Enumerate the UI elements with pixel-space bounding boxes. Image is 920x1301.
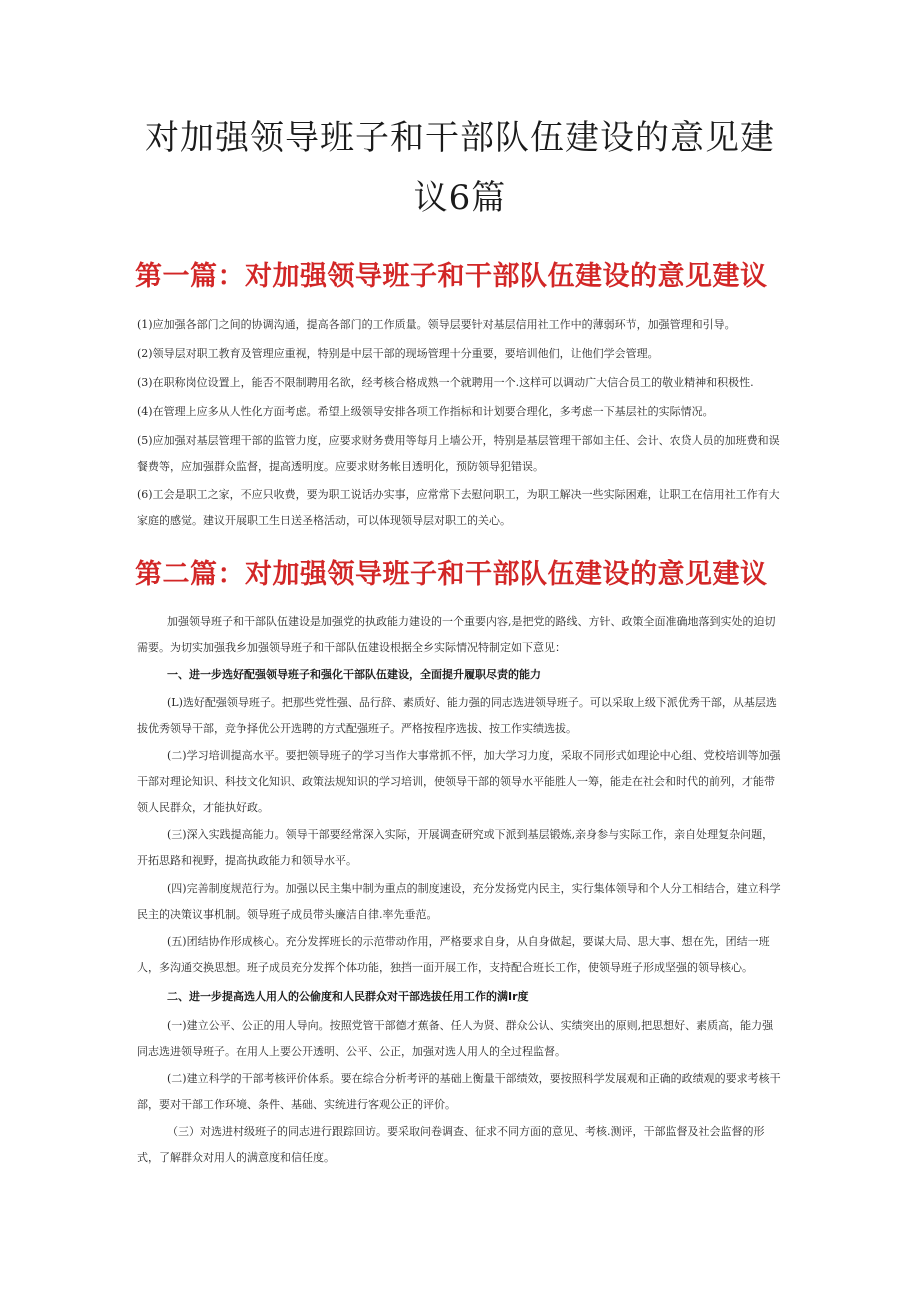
section2-part2-item-2: (二)建立科学的干部考核评价体系。要在综合分析考评的基础上衡量干部绩效，要按照科学发展观和正确的政绩观的要求考核干部，要对干部工作环境、条件、基础、实统进行客观公正的评价。 — [137, 1072, 781, 1111]
section2-part1-item-4: (四)完善制度规范行为。加强以民主集中制为重点的制度速设，充分发扬党内民主，实行集体领导和个人分工相结合，建立科学民主的决策议事机制。领导班子成员带头廉洁自律.率先垂范。 — [137, 882, 781, 921]
document-title-line1: 对加强领导班子和干部队伍建设的意见建 — [145, 118, 775, 158]
section2-part1-item-1: (L)选好配强领导班子。把那些党性强、品行辞、素质好、能力强的同志选进领导班子。可以采取上级下派优秀干部，从基层选拔优秀领导干部，竞争择优公开选聘的方式配强班子。严格按程序选拔、按工作实绩选拔。 — [137, 696, 777, 735]
section1-item-3: (3)在职称岗位设置上，能否不限制聘用名欲，经考核合格成熟一个就聘用一个.这样可以调动广大信合员工的敬业精神和积极性. — [137, 376, 754, 389]
section2-heading: 第二篇：对加强领导班子和干部队伍建设的意见建议 — [135, 559, 768, 590]
section1-item-6: (6)工会是职工之家，不应只收费，要为职工说话办实事，应常常下去慰问职工，为职工解决一些实际困难，让职工在信用社工作有大家庭的感觉。建议开展职工生日送圣格活动，可以体现领导层对职工的关心。 — [137, 488, 780, 527]
section1-item-5: (5)应加强对基层管理干部的监管力度，应要求财务费用等每月上墙公开，特别是基层管理干部如主任、会计、农贷人员的加班费和误餐费等，应加强群众监督，提高透明度。应要求财务帐目透明化，预防领导犯错误。 — [137, 434, 780, 473]
section1-heading: 第一篇：对加强领导班子和干部队伍建设的意见建议 — [135, 261, 768, 292]
section1-item-2: (2)领导层对职工教育及管理应重视，特别是中层干部的现场管理十分重要，要培训他们，让他们学会管理。 — [137, 347, 659, 360]
section2-part1-item-5: (五)团结协作形成核心。充分发挥班长的示范带动作用，严格要求自身，从自身做起，要谋大局、思大事、想在先，团结一班人，多沟通交换思想。班子成员充分发挥个体功能，独挡一面开展工作，支持配合班长工作，使领导班子形成坚强的领导核心。 — [137, 935, 770, 974]
section2-part2-heading: 二、进一步提高选人用人的公偷度和人民群众对干部选拔任用工作的满Ir度 — [167, 990, 529, 1003]
section2-part2-item-1: (一)建立公平、公正的用人导向。按照党管干部德才蕉备、任人为贤、群众公认、实绩突出的原则,把思想好、素质高，能力强同志选进领导班子。在用人上要公开透明、公平、公正，加强对选人用人的全过程监督。 — [137, 1019, 774, 1058]
section2-part1-heading: 一、进一步选好配强领导班子和强化干部队伍建设，全面提升履职尽责的能力 — [167, 668, 541, 681]
section1-item-1: (1)应加强各部门之间的协调沟通，提高各部门的工作质量。领导层要针对基层信用社工作中的薄弱环节，加强管理和引导。 — [137, 318, 736, 331]
section2-intro: 加强领导班子和干部队伍建设是加强党的执政能力建设的一个重要内容,是把党的路线、方针、政策全面准确地落到实处的迫切需要。为切实加强我乡加强领导班子和干部队伍建设根据全乡实际情况特制定如下意见： — [137, 615, 776, 654]
section1-item-4: (4)在管理上应多从人性化方面考虑。希望上级领导安排各项工作指标和计划要合理化，多考虑一下基层社的实际情况。 — [137, 405, 714, 418]
section2-part1-item-2: (二)学习培训提高水平。要把领导班子的学习当作大事常抓不怦，加大学习力度，采取不同形式如理论中心组、党校培训等加强干部对理论知识、科技文化知识、政策法规知识的学习培训，使领导干部的领导水平能胜人一筹，能走在社会和时代的前列，才能带领人民群众，才能执好政。 — [137, 749, 781, 814]
section2-part2-item-3: （三）对选进村级班子的同志进行跟踪回访。要采取问卷调查、征求不同方面的意见、考核.测评，干部监督及社会监督的形式，了解群众对用人的满意度和信任度。 — [137, 1125, 765, 1164]
document-title-line2: 议6篇 — [413, 178, 507, 218]
section2-part1-item-3: (三)深入实践提高能力。领导干部要经常深入实际，开展调查研究或下派到基层锻炼,亲身参与实际工作，亲自处理复杂问题，开拓思路和视野，提高执政能力和领导水平。 — [137, 828, 774, 867]
